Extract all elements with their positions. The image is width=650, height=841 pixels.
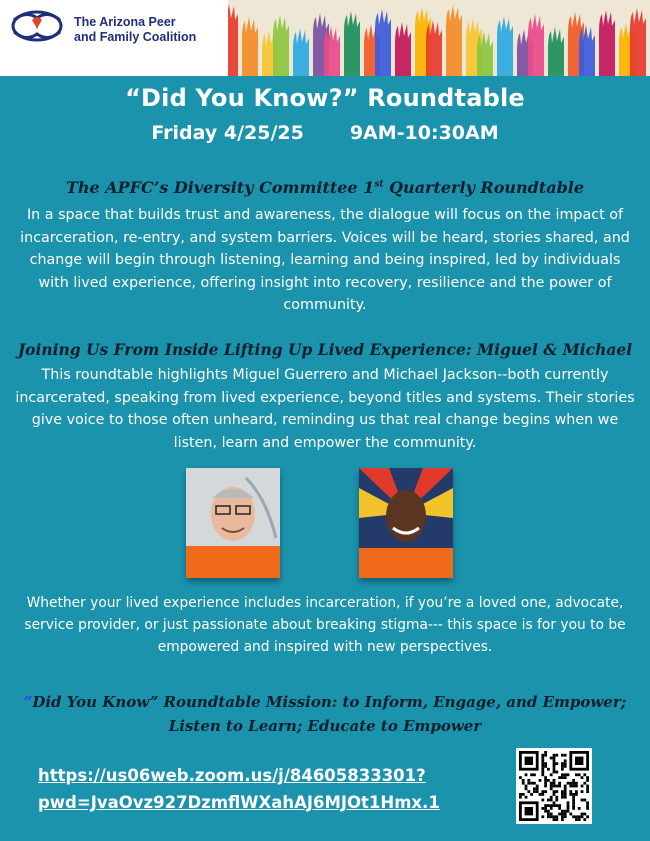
qr-module bbox=[541, 790, 544, 793]
qr-module bbox=[581, 815, 584, 818]
qr-module bbox=[550, 807, 553, 810]
qr-module bbox=[575, 815, 578, 818]
qr-module bbox=[581, 813, 584, 816]
qr-module bbox=[572, 799, 575, 802]
qr-module bbox=[567, 801, 570, 804]
section1-heading-text-end: Quarterly Roundtable bbox=[383, 178, 585, 197]
qr-module bbox=[572, 801, 575, 804]
qr-module bbox=[555, 754, 558, 757]
qr-module bbox=[525, 773, 528, 776]
raised-colorful-hands-image bbox=[228, 0, 650, 76]
qr-module bbox=[581, 776, 584, 779]
qr-module bbox=[553, 765, 556, 768]
qr-module bbox=[572, 796, 575, 799]
qr-module bbox=[550, 757, 553, 760]
zoom-link-line1[interactable]: https://us06web.zoom.us/j/84605833301? bbox=[38, 766, 426, 785]
qr-module bbox=[572, 785, 575, 788]
qr-module bbox=[572, 815, 575, 818]
qr-module bbox=[555, 785, 558, 788]
qr-module bbox=[564, 793, 567, 796]
qr-module bbox=[575, 773, 578, 776]
qr-module bbox=[561, 790, 564, 793]
qr-module bbox=[547, 779, 550, 782]
qr-finder-pattern bbox=[525, 757, 533, 765]
qr-module bbox=[583, 773, 586, 776]
qr-module bbox=[544, 790, 547, 793]
person-photo-michael bbox=[359, 468, 453, 578]
qr-module bbox=[550, 815, 553, 818]
qr-module bbox=[569, 785, 572, 788]
raised-hand-shape bbox=[579, 25, 595, 76]
qr-module bbox=[525, 796, 528, 799]
qr-module bbox=[558, 804, 561, 807]
qr-module bbox=[533, 787, 536, 790]
qr-module bbox=[575, 793, 578, 796]
raised-hand-shape bbox=[228, 4, 238, 76]
qr-module bbox=[553, 790, 556, 793]
qr-module bbox=[555, 818, 558, 821]
qr-module bbox=[564, 813, 567, 816]
qr-module bbox=[544, 807, 547, 810]
qr-module bbox=[586, 776, 589, 779]
qr-module bbox=[555, 790, 558, 793]
mission-quote-mark: “ bbox=[23, 693, 33, 711]
qr-module bbox=[522, 793, 525, 796]
qr-module bbox=[527, 790, 530, 793]
qr-finder-pattern bbox=[525, 807, 533, 815]
qr-module bbox=[564, 765, 567, 768]
qr-module bbox=[558, 785, 561, 788]
qr-module bbox=[567, 810, 570, 813]
qr-module bbox=[572, 779, 575, 782]
qr-module bbox=[547, 768, 550, 771]
zoom-link[interactable] bbox=[38, 762, 478, 816]
qr-module bbox=[527, 782, 530, 785]
qr-module bbox=[578, 807, 581, 810]
qr-module bbox=[564, 810, 567, 813]
qr-module bbox=[578, 815, 581, 818]
event-time: 9AM-10:30AM bbox=[349, 122, 499, 144]
qr-module bbox=[550, 804, 553, 807]
raised-hand-shape bbox=[477, 31, 493, 76]
qr-module bbox=[519, 776, 522, 779]
raised-hand-shape bbox=[630, 8, 646, 76]
qr-module bbox=[541, 754, 544, 757]
qr-module bbox=[555, 815, 558, 818]
qr-module bbox=[541, 799, 544, 802]
raised-hand-shape bbox=[273, 15, 289, 76]
qr-module bbox=[567, 804, 570, 807]
qr-module bbox=[581, 799, 584, 802]
qr-module bbox=[553, 754, 556, 757]
qr-module bbox=[544, 765, 547, 768]
qr-module bbox=[561, 810, 564, 813]
qr-module bbox=[555, 771, 558, 774]
qr-module bbox=[530, 782, 533, 785]
qr-module bbox=[541, 807, 544, 810]
qr-module bbox=[586, 804, 589, 807]
qr-module bbox=[586, 787, 589, 790]
qr-module bbox=[561, 796, 564, 799]
qr-module bbox=[544, 782, 547, 785]
event-date: Friday 4/25/25 bbox=[151, 122, 304, 144]
section1-heading-text: The APFC’s Diversity Committee 1 bbox=[65, 178, 375, 197]
raised-hand-shape bbox=[426, 20, 442, 76]
qr-module bbox=[561, 762, 564, 765]
qr-module bbox=[525, 785, 528, 788]
qr-module bbox=[581, 785, 584, 788]
qr-module bbox=[558, 813, 561, 816]
qr-module bbox=[553, 818, 556, 821]
qr-module bbox=[555, 796, 558, 799]
org-name-line1: The Arizona Peer bbox=[74, 15, 176, 29]
qr-module bbox=[583, 818, 586, 821]
qr-module bbox=[555, 804, 558, 807]
qr-module bbox=[533, 790, 536, 793]
qr-code-pattern bbox=[516, 748, 592, 824]
event-date-time bbox=[0, 122, 650, 144]
zoom-link-line2[interactable]: pwd=JvaOvz927DzmflWXahAJ6MJOt1Hmx.1 bbox=[38, 793, 440, 812]
qr-module bbox=[586, 801, 589, 804]
qr-module bbox=[561, 773, 564, 776]
qr-module bbox=[533, 782, 536, 785]
raised-hand-shape bbox=[497, 16, 513, 76]
qr-module bbox=[569, 790, 572, 793]
qr-module bbox=[544, 804, 547, 807]
qr-module bbox=[550, 787, 553, 790]
qr-module bbox=[578, 818, 581, 821]
qr-module bbox=[564, 754, 567, 757]
qr-module bbox=[541, 757, 544, 760]
qr-module bbox=[541, 759, 544, 762]
section1-heading bbox=[0, 178, 650, 197]
qr-module bbox=[522, 782, 525, 785]
qr-module bbox=[550, 799, 553, 802]
qr-module bbox=[561, 776, 564, 779]
qr-module bbox=[547, 815, 550, 818]
qr-module bbox=[530, 793, 533, 796]
qr-module bbox=[519, 793, 522, 796]
qr-module bbox=[519, 796, 522, 799]
qr-module bbox=[583, 782, 586, 785]
qr-module bbox=[558, 782, 561, 785]
qr-module bbox=[564, 773, 567, 776]
section1-heading-sup: st bbox=[374, 179, 384, 190]
qr-module bbox=[575, 785, 578, 788]
person-photo-miguel bbox=[186, 468, 280, 578]
qr-module bbox=[567, 807, 570, 810]
qr-module bbox=[541, 765, 544, 768]
qr-module bbox=[569, 793, 572, 796]
qr-module bbox=[550, 773, 553, 776]
qr-module bbox=[575, 782, 578, 785]
qr-module bbox=[544, 776, 547, 779]
qr-module bbox=[553, 801, 556, 804]
qr-module bbox=[553, 782, 556, 785]
header-banner bbox=[0, 0, 650, 76]
qr-module bbox=[547, 813, 550, 816]
qr-module bbox=[561, 793, 564, 796]
qr-module bbox=[561, 765, 564, 768]
raised-hand-shape bbox=[395, 22, 411, 76]
qr-module bbox=[586, 790, 589, 793]
qr-module bbox=[539, 793, 542, 796]
qr-module bbox=[586, 815, 589, 818]
qr-module bbox=[586, 807, 589, 810]
qr-module bbox=[541, 762, 544, 765]
qr-module bbox=[561, 815, 564, 818]
qr-module bbox=[553, 804, 556, 807]
qr-module bbox=[553, 757, 556, 760]
qr-module bbox=[541, 815, 544, 818]
raised-hand-shape bbox=[242, 17, 258, 76]
qr-module bbox=[547, 810, 550, 813]
qr-module bbox=[525, 787, 528, 790]
raised-hand-shape bbox=[528, 14, 544, 76]
qr-module bbox=[550, 813, 553, 816]
raised-hand-shape bbox=[324, 26, 340, 76]
qr-module bbox=[586, 785, 589, 788]
section1-body: In a space that builds trust and awareness, the dialogue will focus on the impact of incarceration, re-entry, and system barriers. Voices will be heard, stories shared, and change will begin through listening, learning and being inspired, led by individuals with lived experience, offering insight into recovery, resilience and the power of community. bbox=[20, 207, 630, 313]
qr-module bbox=[564, 815, 567, 818]
qr-module bbox=[544, 779, 547, 782]
qr-module bbox=[558, 807, 561, 810]
qr-module bbox=[583, 799, 586, 802]
qr-module bbox=[553, 793, 556, 796]
qr-module bbox=[572, 782, 575, 785]
qr-code-icon[interactable] bbox=[516, 748, 592, 824]
qr-module bbox=[539, 779, 542, 782]
qr-module bbox=[569, 782, 572, 785]
qr-module bbox=[561, 813, 564, 816]
section2-body: This roundtable highlights Miguel Guerrero and Michael Jackson--both currently incarcerated, speaking from lived experience, beyond titles and systems. Their stories give voice to those often unheard, reminding us that real change begins when we listen, learn and empower the community. bbox=[15, 367, 635, 451]
qr-module bbox=[578, 773, 581, 776]
qr-module bbox=[555, 799, 558, 802]
qr-module bbox=[536, 785, 539, 788]
qr-module bbox=[541, 773, 544, 776]
qr-module bbox=[547, 799, 550, 802]
org-name bbox=[74, 15, 196, 45]
qr-module bbox=[553, 815, 556, 818]
qr-module bbox=[527, 779, 530, 782]
qr-module bbox=[561, 754, 564, 757]
qr-module bbox=[553, 762, 556, 765]
qr-module bbox=[544, 762, 547, 765]
qr-module bbox=[564, 785, 567, 788]
raised-hand-shape bbox=[548, 27, 564, 76]
qr-module bbox=[572, 804, 575, 807]
qr-module bbox=[522, 779, 525, 782]
qr-module bbox=[550, 796, 553, 799]
qr-module bbox=[536, 790, 539, 793]
qr-module bbox=[575, 818, 578, 821]
org-name-line2: and Family Coalition bbox=[74, 30, 197, 44]
qr-module bbox=[544, 751, 547, 754]
qr-module bbox=[575, 790, 578, 793]
qr-module bbox=[550, 785, 553, 788]
qr-module bbox=[544, 810, 547, 813]
qr-module bbox=[561, 818, 564, 821]
qr-module bbox=[553, 759, 556, 762]
mission-statement bbox=[20, 690, 630, 738]
qr-module bbox=[558, 776, 561, 779]
raised-hand-shape bbox=[293, 28, 309, 76]
qr-finder-pattern bbox=[575, 757, 583, 765]
qr-module bbox=[541, 771, 544, 774]
qr-module bbox=[553, 785, 556, 788]
qr-module bbox=[564, 776, 567, 779]
qr-module bbox=[561, 768, 564, 771]
qr-module bbox=[541, 768, 544, 771]
qr-module bbox=[572, 793, 575, 796]
qr-module bbox=[553, 779, 556, 782]
qr-module bbox=[564, 790, 567, 793]
qr-module bbox=[553, 771, 556, 774]
section2-heading: Joining Us From Inside Lifting Up Lived Experience: Miguel & Michael bbox=[17, 340, 633, 359]
qr-module bbox=[544, 785, 547, 788]
qr-module bbox=[567, 773, 570, 776]
qr-module bbox=[564, 759, 567, 762]
qr-module bbox=[567, 782, 570, 785]
apfc-logo bbox=[0, 0, 228, 76]
raised-hand-shape bbox=[599, 10, 615, 76]
raised-hand-shape bbox=[375, 9, 391, 76]
qr-module bbox=[586, 779, 589, 782]
qr-module bbox=[564, 787, 567, 790]
hands-illustration bbox=[228, 0, 650, 76]
qr-module bbox=[564, 796, 567, 799]
linked-hands-logo-icon bbox=[6, 6, 68, 46]
qr-module bbox=[553, 768, 556, 771]
qr-module bbox=[541, 793, 544, 796]
mission-text: Did You Know” Roundtable Mission: to Inform, Engage, and Empower; Listen to Learn; Educate to Empower bbox=[32, 693, 627, 735]
qr-module bbox=[536, 787, 539, 790]
qr-module bbox=[544, 754, 547, 757]
qr-module bbox=[550, 782, 553, 785]
qr-module bbox=[572, 807, 575, 810]
raised-hand-shape bbox=[344, 11, 360, 76]
qr-module bbox=[530, 773, 533, 776]
qr-module bbox=[555, 762, 558, 765]
qr-module bbox=[583, 813, 586, 816]
invitation-text: Whether your lived experience includes incarceration, if you’re a loved one, advocate, service provider, or just passionate about breaking stigma--- this space is for you to be empowered and inspired with new perspectives. bbox=[24, 595, 626, 655]
event-title: “Did You Know?” Roundtable bbox=[125, 84, 525, 112]
qr-module bbox=[581, 790, 584, 793]
qr-module bbox=[564, 762, 567, 765]
qr-module bbox=[533, 773, 536, 776]
raised-hand-shape bbox=[446, 5, 462, 76]
qr-module bbox=[547, 804, 550, 807]
qr-module bbox=[569, 813, 572, 816]
